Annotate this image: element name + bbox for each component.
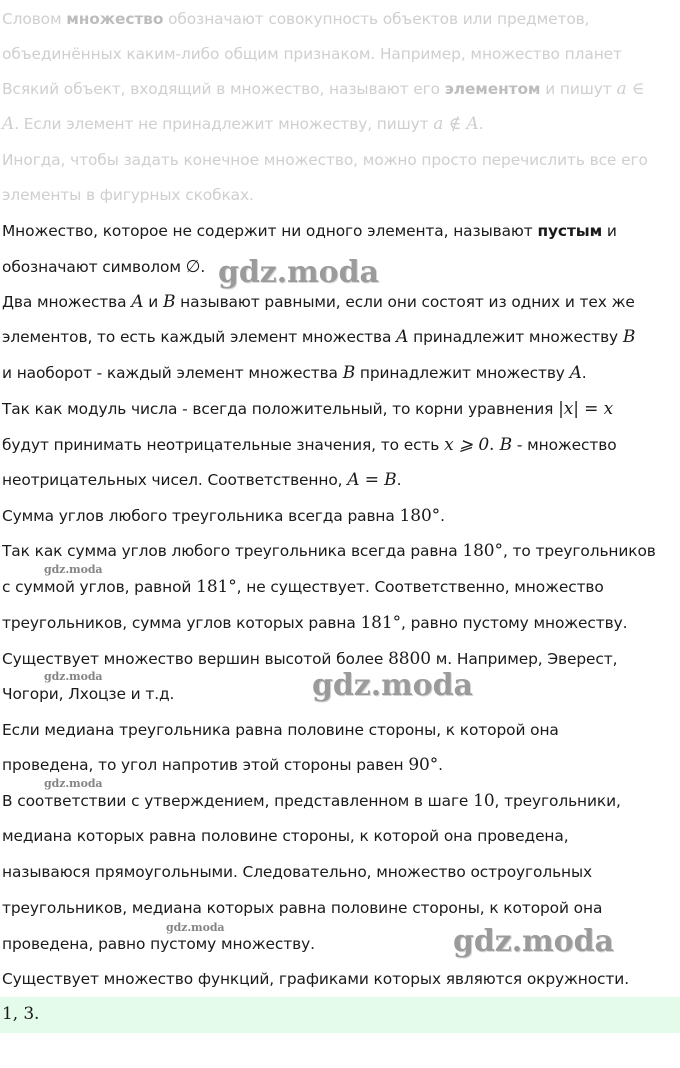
text-line: A. Если элемент не принадлежит множеству, пишут a ∉ A.: [2, 114, 484, 134]
watermark-logo: gdz.moda: [166, 921, 225, 934]
text-line: Иногда, чтобы задать конечное множество, можно просто перечислить все его: [2, 151, 648, 169]
answer-box: [0, 997, 680, 1033]
watermark-logo: gdz.moda: [44, 563, 103, 576]
text-line: элементов, то есть каждый элемент множества A принадлежит множеству B: [2, 327, 636, 347]
watermark-logo: gdz.moda: [44, 777, 103, 790]
text-line: и наоборот - каждый элемент множества B принадлежит множеству A.: [2, 363, 587, 383]
watermark-logo: gdz.moda: [44, 670, 103, 683]
text-line: медиана которых равна половине стороны, к которой она проведена,: [2, 827, 569, 845]
text-line: Существует множество функций, графиками которых являются окружности.: [2, 970, 629, 988]
text-line: Так как сумма углов любого треугольника всегда равна 180°, то треугольников: [2, 541, 656, 561]
watermark-logo: gdz.moda: [453, 924, 614, 959]
watermark-logo: gdz.moda: [312, 668, 473, 703]
text-line: называюся прямоугольными. Следовательно, множество остроугольных: [2, 863, 593, 881]
text-line: обозначают символом ∅.: [2, 257, 206, 277]
text-line: В соответствии с утверждением, представленном в шаге 10, треугольники,: [2, 791, 621, 811]
text-line: с суммой углов, равной 181°, не существует. Соответственно, множество: [2, 577, 604, 597]
text-line: Сумма углов любого треугольника всегда равна 180°.: [2, 506, 445, 526]
text-line: Чогори, Лхоцзе и т.д.: [2, 685, 175, 703]
text-line: неотрицательных чисел. Соответственно, A = B.: [2, 470, 402, 490]
answer-text: 1, 3.: [2, 1004, 40, 1024]
text-line: треугольников, сумма углов которых равна 181°, равно пустому множеству.: [2, 613, 628, 633]
text-line: Два множества A и B называют равными, если они состоят из одних и тех же: [2, 292, 635, 312]
text-line: проведена, то угол напротив этой стороны равен 90°.: [2, 755, 443, 775]
text-line: Если медиана треугольника равна половине стороны, к которой она: [2, 721, 559, 739]
text-line: объединённых каким-либо общим признаком. Например, множество планет: [2, 45, 622, 63]
text-line: Существует множество вершин высотой более 8800 м. Например, Эверест,: [2, 649, 618, 669]
text-line: будут принимать неотрицательные значения, то есть x ⩾ 0. B - множество: [2, 435, 617, 455]
text-line: Словом множество обозначают совокупность объектов или предметов,: [2, 10, 590, 28]
watermark-logo: gdz.moda: [218, 255, 379, 290]
text-line: Так как модуль числа - всегда положительный, то корни уравнения |x| = x: [2, 399, 614, 419]
text-line: проведена, равно пустому множеству.: [2, 935, 315, 953]
text-line: Множество, которое не содержит ни одного элемента, называют пустым и: [2, 222, 617, 240]
text-line: Всякий объект, входящий в множество, называют его элементом и пишут a ∈: [2, 79, 645, 99]
text-line: элементы в фигурных скобках.: [2, 186, 254, 204]
text-line: треугольников, медиана которых равна половине стороны, к которой она: [2, 899, 603, 917]
